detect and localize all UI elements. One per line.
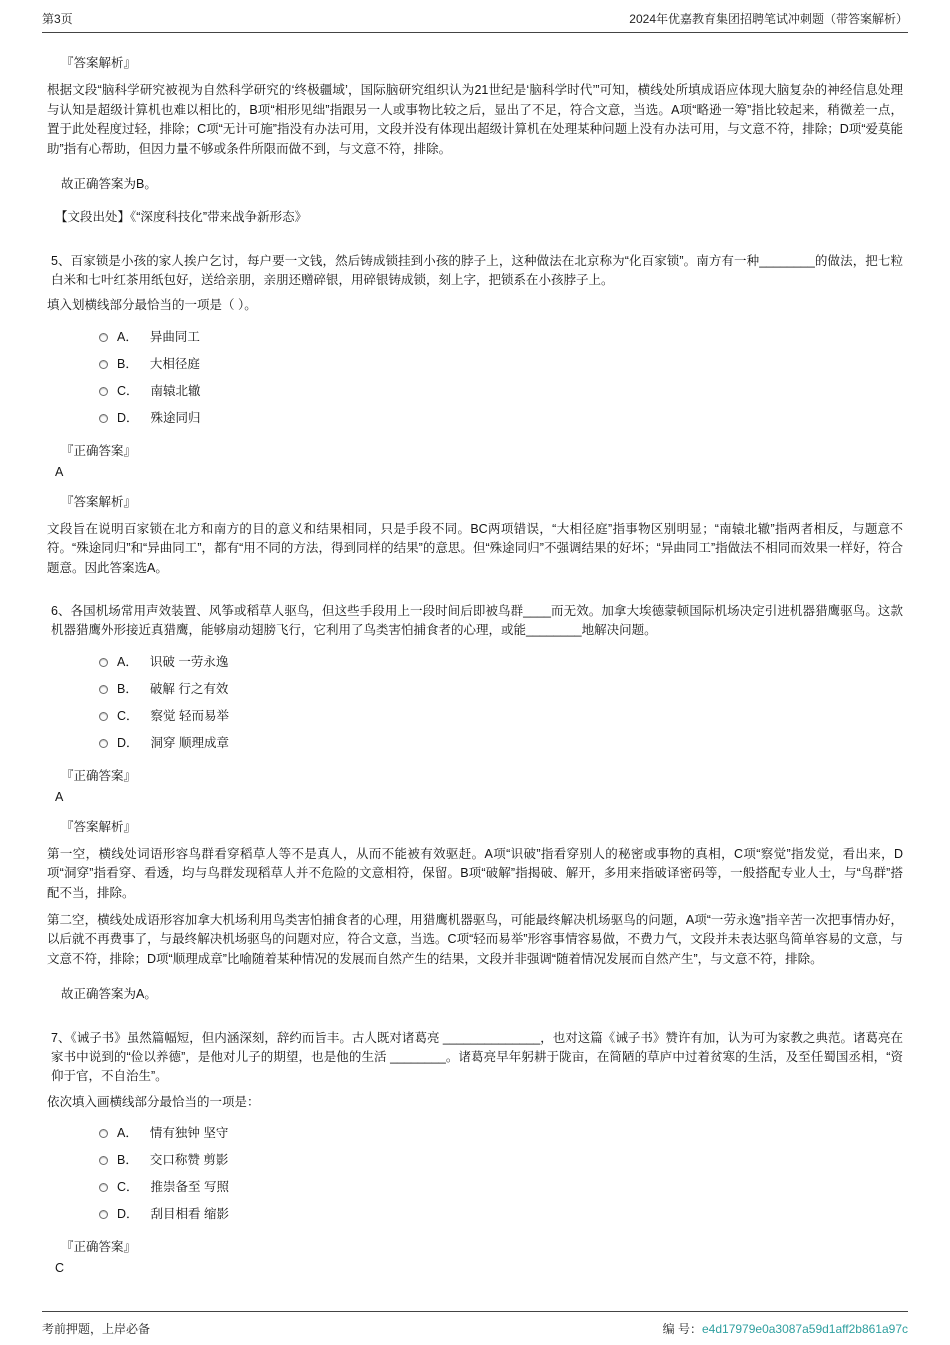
- page-number: 第3页: [42, 12, 73, 26]
- option-text: 推崇备至 写照: [150, 1179, 230, 1194]
- option-text: 殊途同归: [150, 410, 201, 425]
- footer-code: [663, 1320, 908, 1337]
- option-letter: A．: [117, 654, 138, 669]
- question-6: [47, 602, 903, 1005]
- radio-button[interactable]: [99, 333, 108, 342]
- radio-button[interactable]: [99, 712, 108, 721]
- radio-button[interactable]: [99, 1156, 108, 1165]
- analysis-text: 文段旨在说明百家锁在北方和南方的目的意义和结果相同，只是手段不同。BC两项错误，“大相径庭”指事物区别明显；“南辕北辙”指两者相反，与题意不符。“殊途同归”和“异曲同工”，都有“用不同的方法，得到同样的结果”的意思。但“殊途同归”不强调结果的好坏；“异曲同工”指做法不相同而效果一样好，符合题意。因此答案选A。: [47, 521, 903, 575]
- option-b[interactable]: [99, 351, 903, 378]
- option-c[interactable]: [99, 378, 903, 405]
- radio-button[interactable]: [99, 387, 108, 396]
- option-letter: B．: [117, 1152, 138, 1167]
- option-letter: C．: [117, 708, 139, 723]
- correct-answer: A: [55, 465, 64, 480]
- analysis-conclusion: 故正确答案为B。: [61, 176, 157, 191]
- option-letter: B．: [117, 681, 138, 696]
- question-stem: 5、百家锁是小孩的家人挨户乞讨，每户要一文钱，然后铸成锁挂到小孩的脖子上，这种做法在北京称为“化百家锁”。南方有一种________的做法，把七粒白米和七叶红茶用纸包好，送给亲朋，亲朋还赠碎银，用碎银铸成锁，刻上字，把锁系在小孩脖子上。: [51, 253, 903, 287]
- correct-answer-label: 『正确答案』: [61, 768, 137, 783]
- option-text: 破解 行之有效: [149, 681, 229, 696]
- option-d[interactable]: [99, 405, 903, 432]
- option-letter: C．: [117, 383, 139, 398]
- radio-button[interactable]: [99, 658, 108, 667]
- radio-button[interactable]: [99, 685, 108, 694]
- radio-button[interactable]: [99, 360, 108, 369]
- option-letter: D．: [117, 410, 139, 425]
- options-list: [99, 649, 903, 757]
- option-text: 洞穿 顺理成章: [150, 735, 230, 750]
- option-letter: C．: [117, 1179, 139, 1194]
- analysis-label: 『答案解析』: [61, 494, 137, 509]
- radio-button[interactable]: [99, 1129, 108, 1138]
- analysis-label: 『答案解析』: [61, 819, 137, 834]
- option-b[interactable]: [99, 1147, 903, 1174]
- option-text: 情有独钟 坚守: [149, 1125, 229, 1140]
- option-letter: D．: [117, 1206, 139, 1221]
- analysis-conclusion: 故正确答案为A。: [61, 987, 157, 1002]
- analysis-text: 第一空，横线处词语形容鸟群看穿稻草人等不是真人，从而不能被有效驱赶。A项“识破”指看穿别人的秘密或事物的真相，C项“察觉”指发觉，看出来，D项“洞穿”指看穿、看透，均与鸟群发现稻草人并不危险的文意相符，保留。B项“破解”指揭破、解开，多用来指破译密码等，一般搭配专业人士，与“鸟群”搭配不当，排除。: [47, 846, 903, 900]
- correct-answer-label: 『正确答案』: [61, 443, 137, 458]
- option-letter: A．: [117, 329, 138, 344]
- options-list: [99, 1120, 903, 1228]
- correct-answer-label: 『正确答案』: [61, 1240, 137, 1254]
- question-stem: 7、《诫子书》虽然篇幅短，但内涵深刻，辞约而旨丰。古人既对诸葛亮 ______________，也对这篇《诫子书》赞许有加，认为可为家教之典范。诸葛亮在家书中说到的“俭以养德”，是他对儿子的期望，也是他的生活 ________。诸葛亮早年躬耕于陇亩，在简陋的草庐中过着贫寒的生活，及至任蜀国丞相，“资仰于官，不自治生”。: [51, 1030, 903, 1084]
- option-text: 刮目相看 缩影: [150, 1206, 230, 1221]
- option-text: 察觉 轻而易举: [150, 708, 230, 723]
- option-a[interactable]: [99, 324, 903, 351]
- correct-answer: A: [55, 790, 64, 805]
- option-text: 大相径庭: [149, 356, 200, 371]
- question-prompt: 填入划横线部分最恰当的一项是（ ）。: [47, 298, 257, 313]
- option-a[interactable]: [99, 649, 903, 676]
- analysis-text: 根据文段“脑科学研究被视为自然科学研究的‘终极疆域’，国际脑研究组织认为21世纪是‘脑科学时代’”可知，横线处所填成语应体现大脑复杂的神经信息处理与认知是超级计算机也难以相比的，B项“相形见绌”指跟另一人或事物比较之后，显出了不足，符合文意，当选。A项“略逊一筹”指比较起来，稍微差一点，置于此处程度过轻，排除；C项“无计可施”指没有办法可用，文段并没有体现出超级计算机在处理某种问题上没有办法可用，与文意不符，排除；D项“爱莫能助”指有心帮助，但因力量不够或条件所限而做不到，与文意不符，排除。: [47, 83, 903, 156]
- option-letter: A．: [117, 1125, 138, 1140]
- analysis-label: 『答案解析』: [61, 56, 137, 70]
- page-footer: [42, 1311, 908, 1337]
- option-d[interactable]: [99, 1201, 903, 1228]
- option-letter: B．: [117, 356, 138, 371]
- radio-button[interactable]: [99, 1183, 108, 1192]
- option-a[interactable]: [99, 1120, 903, 1147]
- analysis-text: 第二空，横线处成语形容加拿大机场利用鸟类害怕捕食者的心理，用猎鹰机器驱鸟，可能最终解决机场驱鸟的问题，A项“一劳永逸”指辛苦一次把事情办好，以后就不再费事了，与最终解决机场驱鸟的问题对应，符合文意，当选。C项“轻而易举”形容事情容易做，不费力气，文段并未表达驱鸟简单容易的文意，与文意不符，排除；D项“顺理成章”比喻随着某种情况的发展而自然产生的结果，文段并非强调“随着情况发展而自然产生”，与文意不符，排除。: [47, 913, 903, 966]
- page-content: [47, 44, 903, 1281]
- correct-answer: C: [55, 1261, 65, 1276]
- question-stem: 6、各国机场常用声效装置、风筝或稻草人驱鸟，但这些手段用上一段时间后即被鸟群____而无效。加拿大埃德蒙顿国际机场决定引进机器猎鹰驱鸟。这款机器猎鹰外形接近真猎鹰，能够扇动翅膀飞行，它利用了鸟类害怕捕食者的心理，或能________地解决问题。: [51, 604, 903, 638]
- option-c[interactable]: [99, 703, 903, 730]
- footer-slogan: 考前押题，上岸必备: [42, 1322, 151, 1336]
- page-header: [42, 10, 908, 33]
- radio-button[interactable]: [99, 739, 108, 748]
- passage-source: 【文段出处】《“深度科技化”带来战争新形态》: [55, 210, 308, 225]
- radio-button[interactable]: [99, 414, 108, 423]
- question-prompt: 依次填入画横线部分最恰当的一项是：: [47, 1094, 260, 1109]
- options-list: [99, 324, 903, 432]
- option-text: 交口称赞 剪影: [149, 1152, 229, 1167]
- radio-button[interactable]: [99, 1210, 108, 1219]
- question-5: [47, 252, 903, 578]
- question-7: [47, 1029, 903, 1279]
- option-d[interactable]: [99, 730, 903, 757]
- option-text: 异曲同工: [149, 329, 200, 344]
- code-label: 编 号：: [662, 1322, 702, 1336]
- option-c[interactable]: [99, 1174, 903, 1201]
- option-b[interactable]: [99, 676, 903, 703]
- doc-title: 2024年优嘉教育集团招聘笔试冲刺题（带答案解析）: [629, 12, 908, 26]
- option-text: 南辕北辙: [150, 383, 201, 398]
- prev-question-analysis: [47, 54, 903, 228]
- code-value: e4d17979e0a3087a59d1aff2b861a97c: [702, 1322, 908, 1336]
- option-letter: D．: [117, 735, 139, 750]
- option-text: 识破 一劳永逸: [149, 654, 229, 669]
